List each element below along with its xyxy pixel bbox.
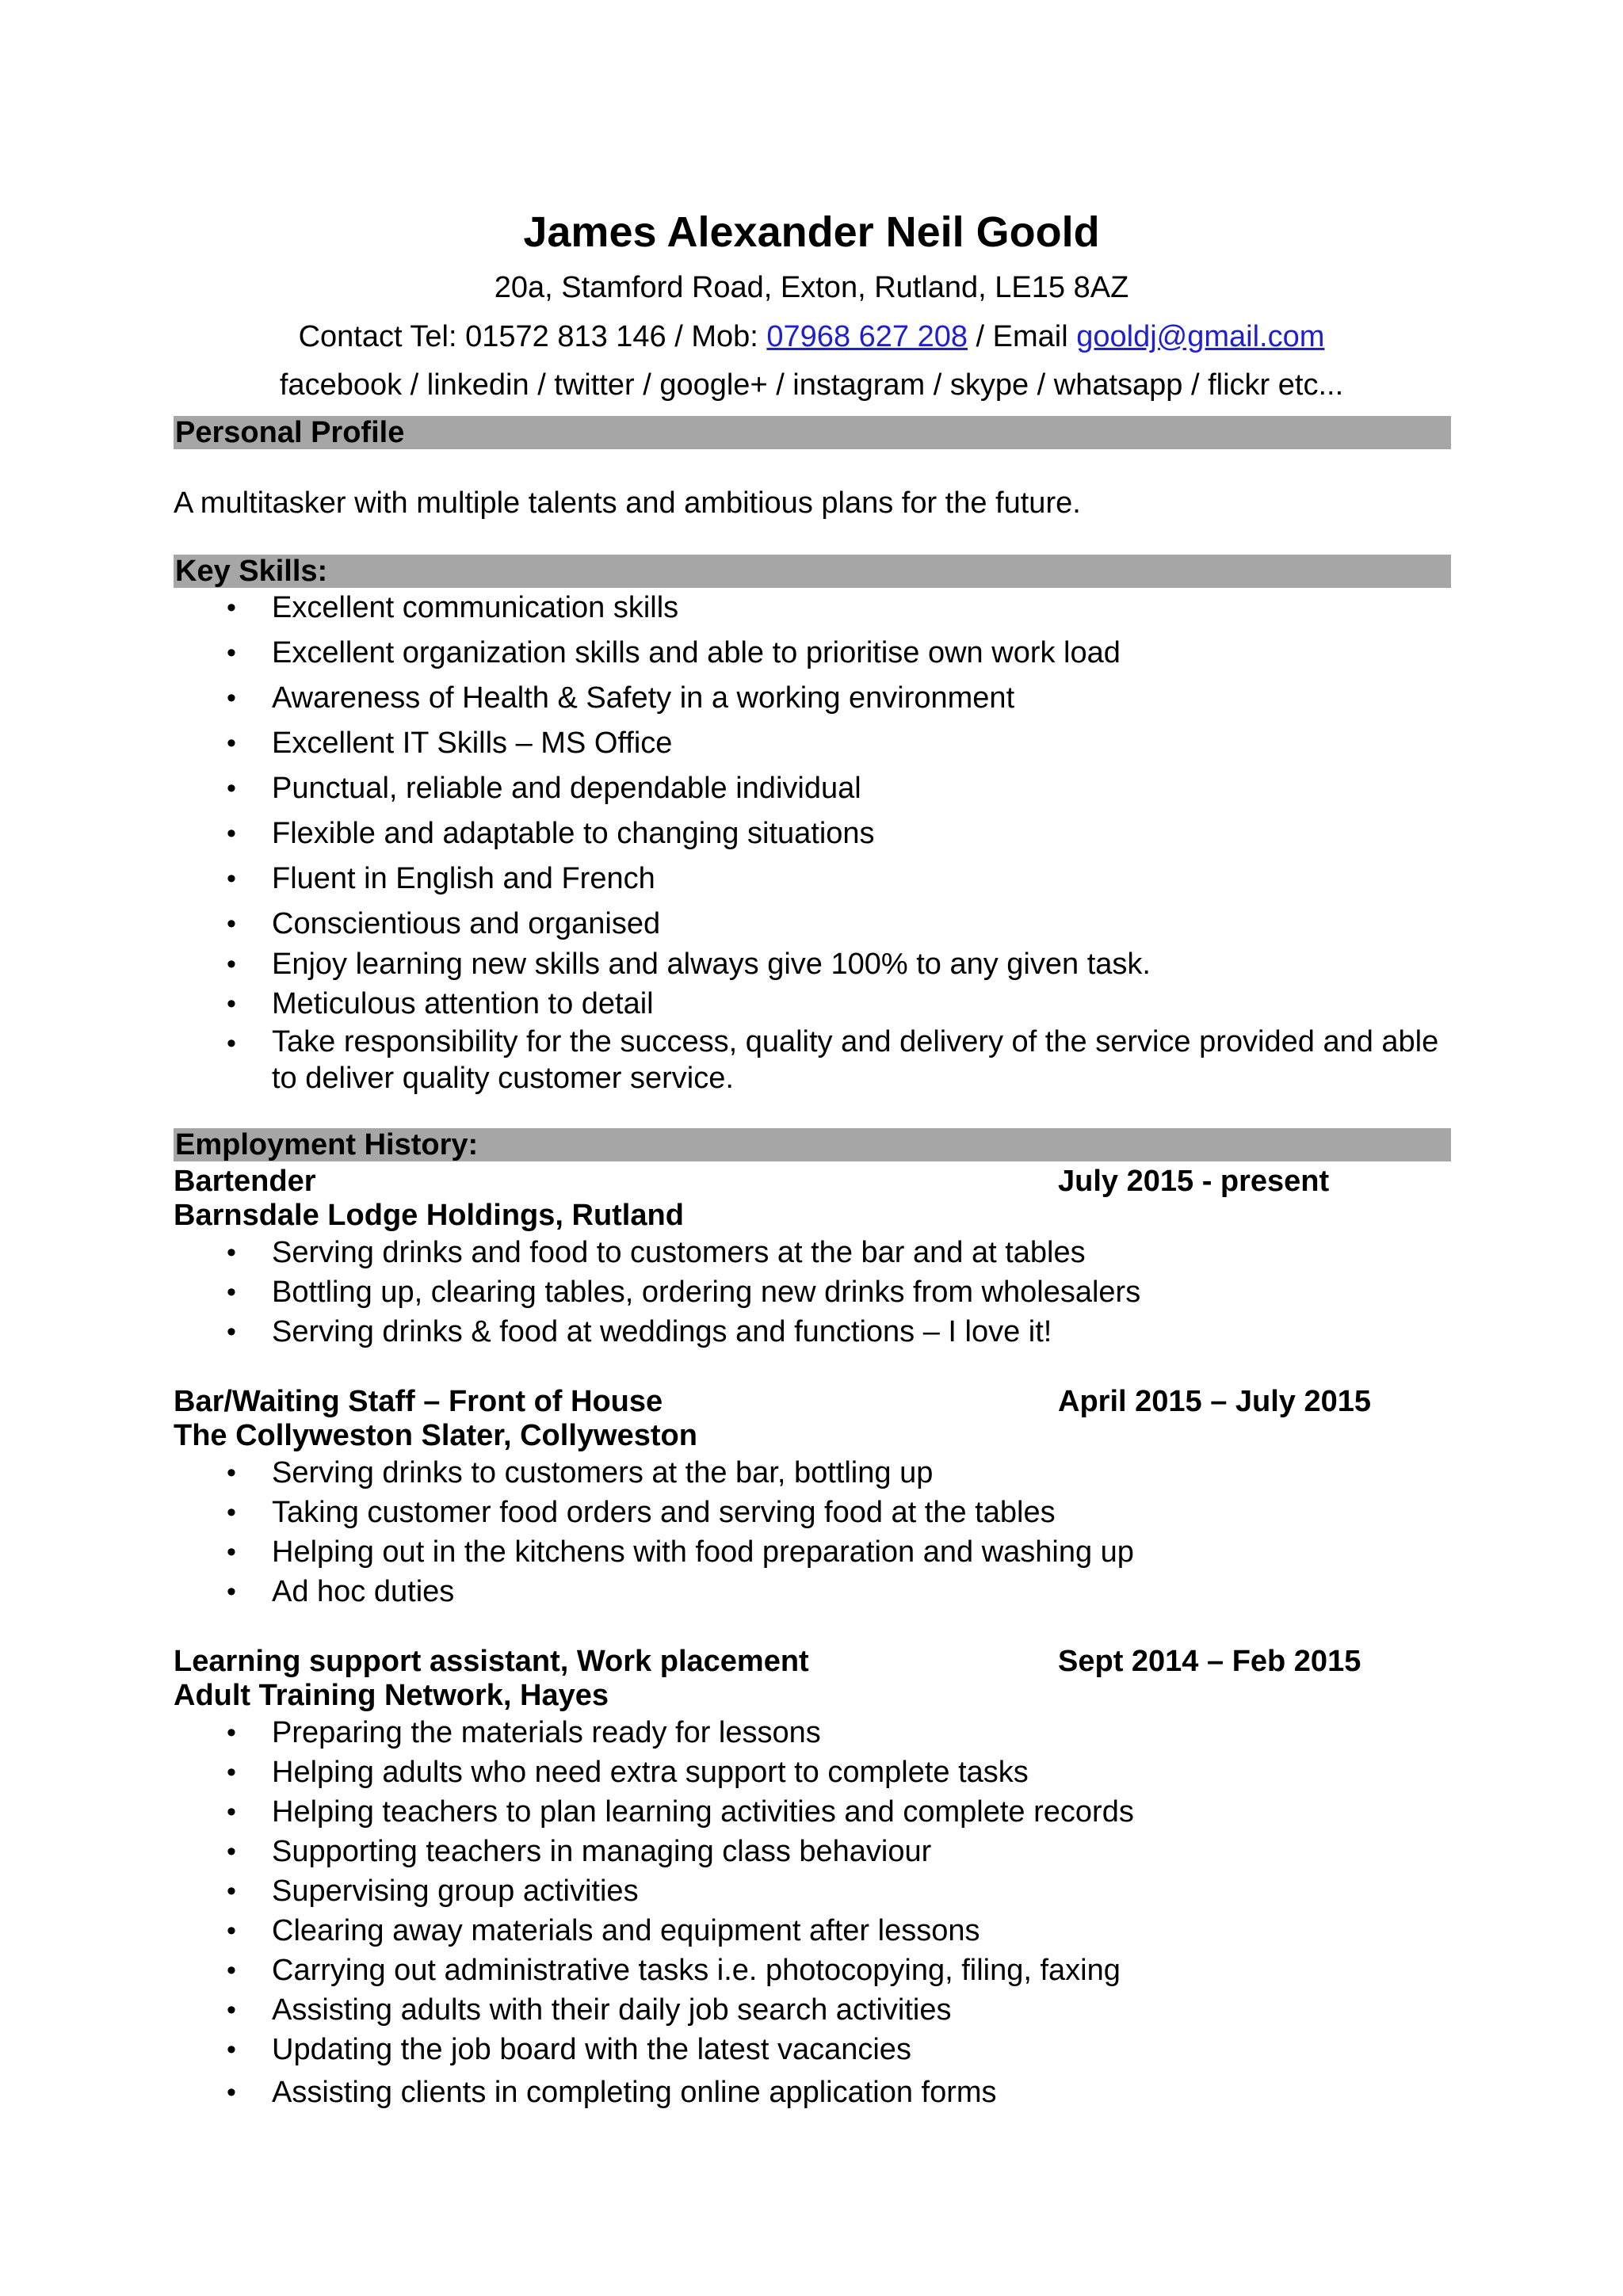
duty-text: Carrying out administrative tasks i.e. photocopying, filing, faxing [272,1954,1121,1987]
bullet-icon: • [227,1718,236,1748]
skill-item [174,633,1451,678]
job-dates: July 2015 - present [1058,1165,1330,1198]
duty-text: Supporting teachers in managing class behaviour [272,1835,932,1868]
job-dates: Sept 2014 – Feb 2015 [1058,1645,1361,1678]
email-link[interactable]: gooldj@gmail.com [1076,320,1325,353]
job-title: Bar/Waiting Staff – Front of House [174,1385,663,1418]
skill-text: Punctual, reliable and dependable individual [272,772,861,805]
duty-item [174,1312,1451,1352]
profile-text: A multitasker with multiple talents and ambitious plans for the future. [174,486,1081,520]
skill-item [174,984,1451,1024]
job-employer: The Collyweston Slater, Collyweston [174,1419,697,1452]
email-prefix: / Email [968,320,1077,353]
skill-text: Fluent in English and French [272,862,655,895]
skill-item [174,814,1451,859]
skill-text: Excellent organization skills and able to prioritise own work load [272,636,1121,669]
bullet-icon: • [227,683,236,713]
bullet-icon: • [227,1028,236,1058]
skill-text: Meticulous attention to detail [272,987,654,1020]
employment-heading: Employment History: [174,1128,1451,1161]
duty-text: Helping teachers to plan learning activities and complete records [272,1795,1134,1829]
duty-item [174,1911,1451,1951]
duty-item [174,1951,1451,1990]
bullet-icon: • [227,1277,236,1307]
contact-prefix: Contact Tel: 01572 813 146 / Mob: [298,320,767,353]
skills-heading: Key Skills: [174,555,1451,588]
bullet-icon: • [227,1537,236,1567]
duty-item [174,1871,1451,1911]
bullet-icon: • [227,1995,236,2025]
bullet-icon: • [227,1797,236,1827]
skill-text: Excellent IT Skills – MS Office [272,727,673,760]
mobile-link[interactable]: 07968 627 208 [766,320,968,353]
skill-text: Excellent communication skills [272,591,679,624]
bullet-icon: • [227,1317,236,1347]
bullet-icon: • [227,1916,236,1946]
job-title: Learning support assistant, Work placement [174,1645,809,1678]
job-title: Bartender [174,1165,316,1198]
skills-list [174,588,1451,1097]
duty-item [174,1272,1451,1312]
duty-text: Ad hoc duties [272,1575,455,1608]
bullet-icon: • [227,1458,236,1488]
bullet-icon: • [227,989,236,1019]
bullet-icon: • [227,638,236,668]
duty-text: Clearing away materials and equipment after lessons [272,1914,980,1947]
skill-item [174,723,1451,769]
bullet-icon: • [227,1497,236,1527]
bullet-icon: • [227,949,236,979]
duty-text: Serving drinks to customers at the bar, bottling up [272,1456,934,1489]
skill-item [174,678,1451,723]
duty-text: Helping adults who need extra support to complete tasks [272,1756,1029,1789]
duty-item [174,1713,1451,1753]
duty-item [174,1832,1451,1871]
skill-text: Awareness of Health & Safety in a working environment [272,681,1015,715]
bullet-icon: • [227,1757,236,1787]
bullet-icon: • [227,593,236,623]
duty-text: Supervising group activities [272,1875,639,1908]
bullet-icon: • [227,1238,236,1268]
duty-text: Assisting adults with their daily job search activities [272,1993,952,2027]
bullet-icon: • [227,728,236,758]
bullet-icon: • [227,1577,236,1607]
duty-item [174,1532,1451,1572]
candidate-name: James Alexander Neil Goold [523,208,1100,256]
skill-item [174,859,1451,904]
duty-item [174,1233,1451,1272]
bullet-icon: • [227,1876,236,1906]
duty-text: Assisting clients in completing online application forms [272,2076,997,2109]
bullet-icon: • [227,909,236,939]
job-employer: Adult Training Network, Hayes [174,1679,609,1712]
job-duties-list [174,1713,1451,2112]
skill-item [174,944,1451,984]
address-line: 20a, Stamford Road, Exton, Rutland, LE15 8AZ [494,271,1129,304]
duty-text: Taking customer food orders and serving food at the tables [272,1496,1056,1529]
duty-item [174,1453,1451,1493]
social-line: facebook / linkedin / twitter / google+ / instagram / skype / whatsapp / flickr etc... [279,368,1344,402]
bullet-icon: • [227,818,236,849]
duty-item [174,1572,1451,1611]
duty-text: Helping out in the kitchens with food preparation and washing up [272,1535,1134,1569]
duty-text: Bottling up, clearing tables, ordering new drinks from wholesalers [272,1276,1141,1309]
duty-text: Serving drinks & food at weddings and functions – I love it! [272,1315,1052,1348]
job-dates: April 2015 – July 2015 [1058,1385,1372,1418]
duty-text: Updating the job board with the latest vacancies [272,2033,911,2066]
bullet-icon: • [227,2035,236,2065]
duty-item [174,2030,1451,2073]
bullet-icon: • [227,864,236,894]
bullet-icon: • [227,1955,236,1985]
duty-item [174,1792,1451,1832]
duty-item [174,2073,1451,2112]
skill-text: Enjoy learning new skills and always give 100% to any given task. [272,948,1151,981]
duty-item [174,1753,1451,1792]
contact-line [0,317,1623,357]
skill-text: Flexible and adaptable to changing situations [272,817,875,850]
profile-heading: Personal Profile [174,416,1451,449]
skill-item [174,588,1451,633]
bullet-icon: • [227,1836,236,1867]
skill-item [174,769,1451,814]
skill-item [174,1024,1451,1097]
job-employer: Barnsdale Lodge Holdings, Rutland [174,1199,684,1232]
duty-text: Serving drinks and food to customers at the bar and at tables [272,1236,1086,1269]
duty-item [174,1493,1451,1532]
job-duties-list [174,1233,1451,1352]
duty-item [174,1990,1451,2030]
skill-text: Take responsibility for the success, quality and delivery of the service provided and able to deliver quality customer service. [272,1025,1439,1095]
duty-text: Preparing the materials ready for lessons [272,1716,821,1749]
skill-item [174,904,1451,944]
bullet-icon: • [227,773,236,803]
skill-text: Conscientious and organised [272,907,661,940]
bullet-icon: • [227,2077,236,2107]
job-duties-list [174,1453,1451,1611]
